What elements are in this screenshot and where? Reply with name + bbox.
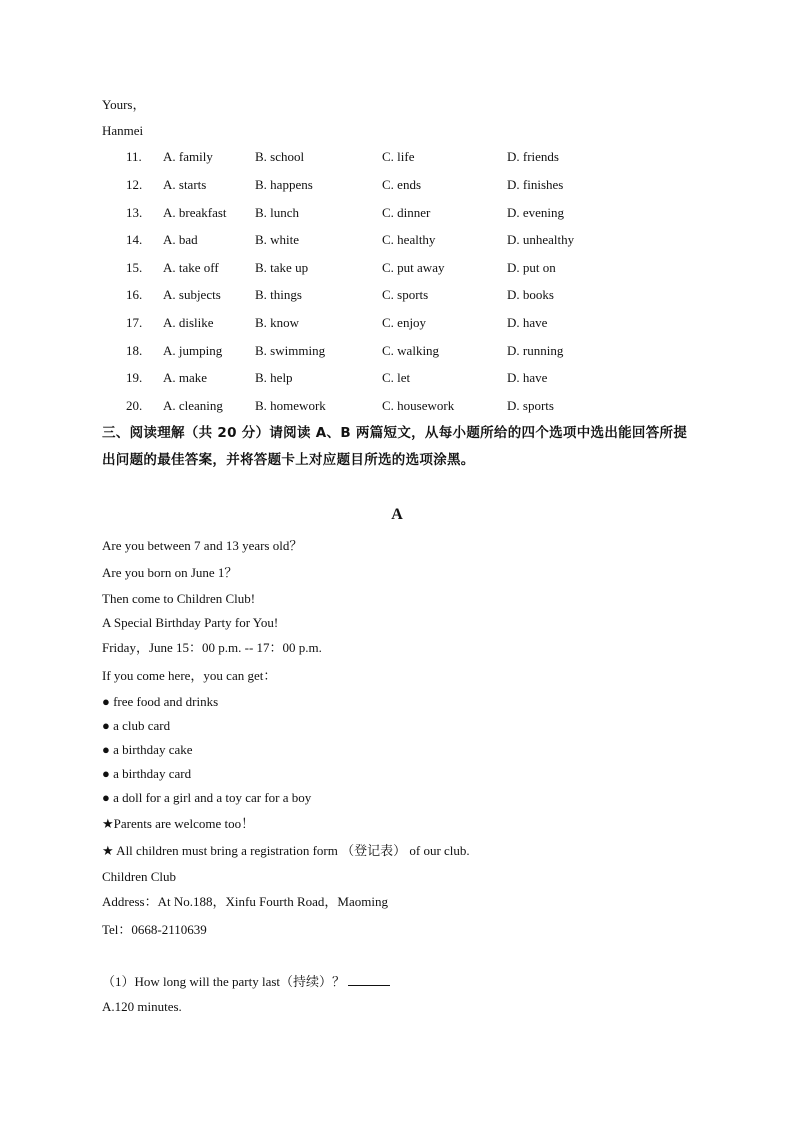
question-number: 15. xyxy=(126,260,143,275)
question-number: 18. xyxy=(126,343,143,358)
option-b: B. lunch xyxy=(255,205,300,220)
passage-line: Then come to Children Club! xyxy=(102,591,256,606)
option-b: B. take up xyxy=(255,260,309,275)
question-number: 14. xyxy=(126,232,143,247)
option-row xyxy=(0,260,794,276)
option-d: D. put on xyxy=(507,260,556,275)
question-number: 17. xyxy=(126,315,143,330)
list-item: ● a birthday card xyxy=(102,766,192,781)
passage-line: Address：At No.188，Xinfu Fourth Road，Maoming xyxy=(102,894,388,909)
question-number: 11. xyxy=(126,149,142,164)
option-row xyxy=(0,205,794,221)
option-c: C. walking xyxy=(382,343,440,358)
section-title-line-2: 出问题的最佳答案，并将答题卡上对应题目所选的选项涂黑。 xyxy=(102,452,475,468)
option-row xyxy=(0,149,794,165)
option-a: A. take off xyxy=(163,260,219,275)
option-a: A. subjects xyxy=(163,287,221,302)
option-row xyxy=(0,370,794,386)
option-d: D. running xyxy=(507,343,564,358)
option-d: D. finishes xyxy=(507,177,564,192)
section-title xyxy=(102,420,722,474)
option-c: C. life xyxy=(382,149,415,164)
section-title-line-1: 三、阅读理解（共 20 分）请阅读 A、B 两篇短文，从每小题所给的四个选项中选出能回答所提 xyxy=(102,425,688,441)
option-d: D. have xyxy=(507,370,548,385)
option-d: D. friends xyxy=(507,149,559,164)
list-item: ● a doll for a girl and a toy car for a boy xyxy=(102,790,312,805)
option-d: D. evening xyxy=(507,205,565,220)
option-b: B. things xyxy=(255,287,302,302)
option-b: B. help xyxy=(255,370,293,385)
option-a: A. bad xyxy=(163,232,198,247)
passage-line: Tel：0668-2110639 xyxy=(102,922,207,937)
option-d: D. have xyxy=(507,315,548,330)
option-c: C. housework xyxy=(382,398,455,413)
option-b: B. happens xyxy=(255,177,313,192)
option-row xyxy=(0,398,794,414)
passage-line: Friday，June 15：00 p.m. -- 17：00 p.m. xyxy=(102,640,322,655)
option-row xyxy=(0,232,794,248)
question-text: （1）How long will the party last（持续）？ xyxy=(102,974,346,989)
list-item: ● free food and drinks xyxy=(102,694,219,709)
option-row xyxy=(0,343,794,359)
option-a: A. jumping xyxy=(163,343,223,358)
option-a: A. dislike xyxy=(163,315,214,330)
option-b: B. white xyxy=(255,232,300,247)
passage-heading: A xyxy=(391,506,403,523)
option-a: A. make xyxy=(163,370,208,385)
option-d: D. unhealthy xyxy=(507,232,575,247)
option-a: A. family xyxy=(163,149,213,164)
passage-line: Are you between 7 and 13 years old？ xyxy=(102,538,303,553)
question-number: 12. xyxy=(126,177,143,192)
option-a: A. breakfast xyxy=(163,205,227,220)
sign-off: Yours， xyxy=(102,97,146,112)
signature-name: Hanmei xyxy=(102,123,144,138)
passage-line: Are you born on June 1？ xyxy=(102,565,238,580)
question-1 xyxy=(102,973,390,990)
question-number: 19. xyxy=(126,370,143,385)
question-number: 20. xyxy=(126,398,143,413)
option-c: C. healthy xyxy=(382,232,436,247)
option-c: C. sports xyxy=(382,287,429,302)
option-c: C. let xyxy=(382,370,411,385)
option-d: D. sports xyxy=(507,398,554,413)
question-1-option-a: A.120 minutes. xyxy=(102,999,182,1014)
question-number: 13. xyxy=(126,205,143,220)
option-c: C. put away xyxy=(382,260,445,275)
passage-line: Children Club xyxy=(102,869,177,884)
list-item: ● a birthday cake xyxy=(102,742,193,757)
option-a: A. starts xyxy=(163,177,207,192)
option-b: B. know xyxy=(255,315,300,330)
option-b: B. homework xyxy=(255,398,326,413)
option-c: C. dinner xyxy=(382,205,431,220)
list-item: ● a club card xyxy=(102,718,171,733)
option-row xyxy=(0,315,794,331)
option-b: B. swimming xyxy=(255,343,326,358)
option-c: C. enjoy xyxy=(382,315,427,330)
option-row xyxy=(0,177,794,193)
answer-blank xyxy=(348,973,390,986)
question-number: 16. xyxy=(126,287,143,302)
option-c: C. ends xyxy=(382,177,421,192)
option-row xyxy=(0,287,794,303)
passage-line: A Special Birthday Party for You! xyxy=(102,615,279,630)
option-b: B. school xyxy=(255,149,305,164)
passage-line: ★Parents are welcome too！ xyxy=(102,816,255,831)
option-d: D. books xyxy=(507,287,554,302)
passage-line: ★ All children must bring a registration form （登记表） of our club. xyxy=(102,843,470,858)
passage-line: If you come here，you can get： xyxy=(102,668,277,683)
option-a: A. cleaning xyxy=(163,398,223,413)
